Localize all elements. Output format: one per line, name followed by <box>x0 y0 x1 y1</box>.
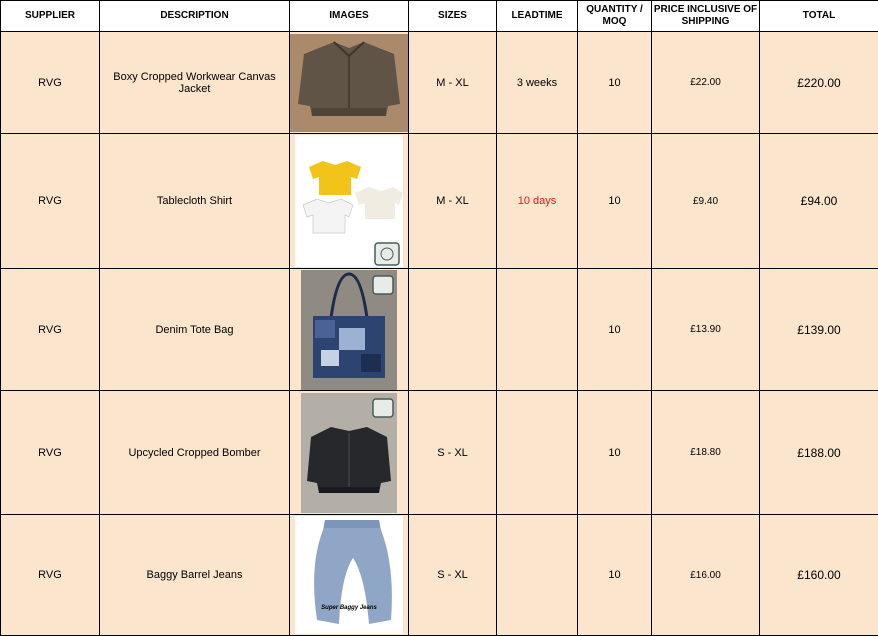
description-cell: Denim Tote Bag <box>100 269 290 391</box>
table-row <box>1 515 878 636</box>
supplier-cell: RVG <box>1 391 100 515</box>
brown-canvas-jacket-image <box>290 34 408 132</box>
leadtime-cell <box>497 515 578 636</box>
total-cell: £220.00 <box>760 32 878 134</box>
total-cell: £160.00 <box>760 515 878 636</box>
description-cell: Boxy Cropped Workwear Canvas Jacket <box>100 32 290 134</box>
image-cell <box>290 134 409 269</box>
leadtime-cell <box>497 391 578 515</box>
supplier-cell: RVG <box>1 32 100 134</box>
supplier-cell: RVG <box>1 515 100 636</box>
total-cell: £94.00 <box>760 134 878 269</box>
header-sizes: SIZES <box>409 1 497 32</box>
sizes-cell <box>409 269 497 391</box>
price-cell: £18.80 <box>652 391 760 515</box>
sizes-cell: S - XL <box>409 391 497 515</box>
header-leadtime: LEADTIME <box>497 1 578 32</box>
sizes-cell: M - XL <box>409 32 497 134</box>
price-cell: £16.00 <box>652 515 760 636</box>
price-cell: £13.90 <box>652 269 760 391</box>
header-price: PRICE INCLUSIVE OF SHIPPING <box>652 1 760 32</box>
header-quantity: QUANTITY / MOQ <box>578 1 652 32</box>
header-supplier: SUPPLIER <box>1 1 100 32</box>
tablecloth-shirts-image <box>295 135 403 267</box>
image-cell <box>290 391 409 515</box>
sizes-cell: M - XL <box>409 134 497 269</box>
jeans-caption: Super Baggy Jeans <box>321 605 377 611</box>
table-row <box>1 269 878 391</box>
table-row <box>1 134 878 269</box>
description-cell: Tablecloth Shirt <box>100 134 290 269</box>
leadtime-cell: 3 weeks <box>497 32 578 134</box>
description-cell: Upcycled Cropped Bomber <box>100 391 290 515</box>
quantity-cell: 10 <box>578 32 652 134</box>
patchwork-denim-tote-image <box>301 270 397 390</box>
quantity-cell: 10 <box>578 269 652 391</box>
price-cell: £22.00 <box>652 32 760 134</box>
supplier-cell: RVG <box>1 269 100 391</box>
total-cell: £139.00 <box>760 269 878 391</box>
description-cell: Baggy Barrel Jeans <box>100 515 290 636</box>
leadtime-cell <box>497 269 578 391</box>
image-cell <box>290 269 409 391</box>
quantity-cell: 10 <box>578 391 652 515</box>
black-cropped-bomber-image <box>301 393 397 513</box>
supplier-cell: RVG <box>1 134 100 269</box>
header-row <box>1 1 878 32</box>
image-cell <box>290 515 409 636</box>
table-row <box>1 32 878 134</box>
price-cell: £9.40 <box>652 134 760 269</box>
header-description: DESCRIPTION <box>100 1 290 32</box>
quantity-cell: 10 <box>578 134 652 269</box>
total-cell: £188.00 <box>760 391 878 515</box>
header-images: IMAGES <box>290 1 409 32</box>
table-row <box>1 391 878 515</box>
quantity-cell: 10 <box>578 515 652 636</box>
header-total: TOTAL <box>760 1 878 32</box>
light-wash-barrel-jeans-image <box>295 516 403 634</box>
sizes-cell: S - XL <box>409 515 497 636</box>
leadtime-cell: 10 days <box>497 134 578 269</box>
image-cell <box>290 32 409 134</box>
